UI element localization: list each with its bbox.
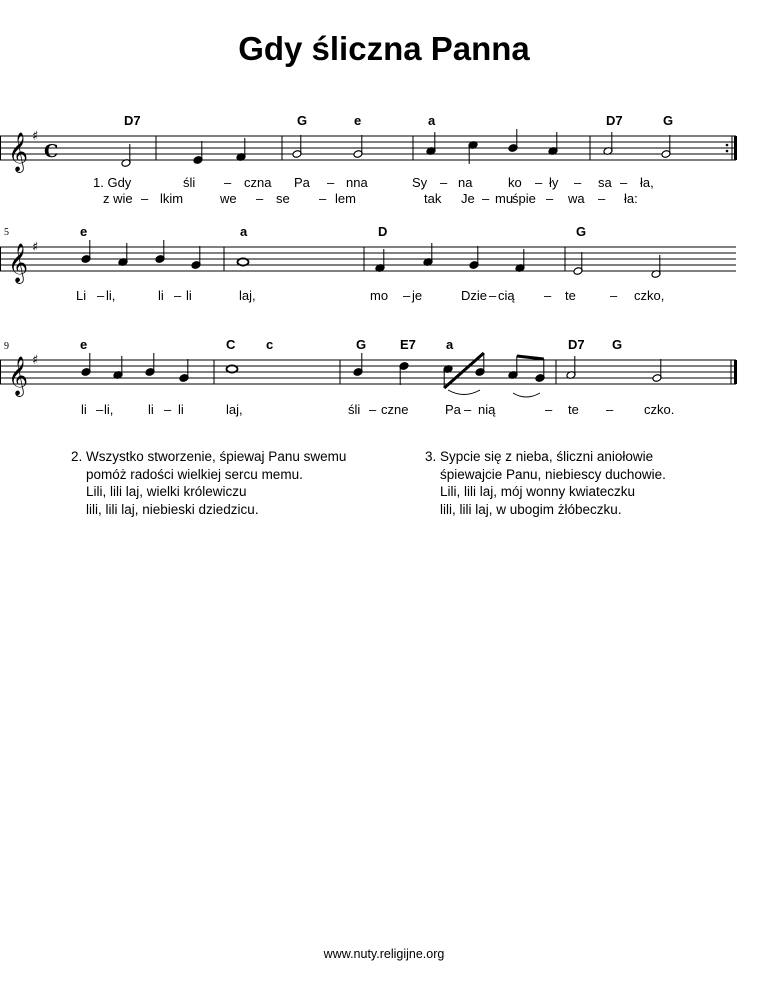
lyric-syllable: tak [424,191,442,206]
verse-2-line-2: pomóż radości wielkiej sercu memu. [86,466,303,482]
time-signature: C [44,141,59,162]
lyric-syllable: śpie [512,191,536,206]
lyric-syllable: – [574,175,582,190]
lyric-syllable: – [610,288,618,303]
lyric-syllable: ła: [624,191,638,206]
lyric-syllable: czko, [634,288,665,303]
tie [448,390,480,395]
lyric-syllable: – [174,288,182,303]
chord-symbol: G [576,224,587,239]
repeat-dot [726,150,729,153]
lyric-syllable: – [403,288,411,303]
verse-3-line-2: śpiewajcie Panu, niebiescy duchowie. [440,466,666,482]
lyric-syllable: lem [335,191,356,206]
chord-symbol: D7 [568,337,585,352]
lyric-syllable: Dzie [461,288,488,303]
lyric-syllable: – [224,175,232,190]
lyric-syllable: mo [370,288,389,303]
lyric-syllable: li, [104,402,114,417]
key-signature-sharp: ♯ [32,129,39,144]
chord-symbol: a [446,337,454,352]
lyric-syllable: li, [106,288,116,303]
lyric-syllable: – [546,191,554,206]
chord-symbol: E7 [400,337,416,352]
lyric-syllable: – [606,402,614,417]
final-barline [734,136,737,160]
lyric-syllable: Pa [445,402,461,417]
lyric-syllable: śli [348,402,361,417]
song-title: Gdy śliczna Panna [238,30,530,67]
chord-symbol: G [356,337,367,352]
notes [81,129,671,397]
lyric-syllable: – [141,191,149,206]
lyric-syllable: Sy [412,175,428,190]
lyric-syllable: wa [568,191,585,206]
lyric-syllable: – [256,191,264,206]
lyric-syllable: Li [76,288,87,303]
lyric-syllable: z wie [103,191,133,206]
key-signature-sharp: ♯ [32,240,39,255]
chord-symbol: a [240,224,248,239]
verse-3 [425,448,666,518]
chord-symbol: D7 [124,113,141,128]
lyric-syllable: – [369,402,377,417]
lyric-syllable: we [220,191,237,206]
chord-symbol: D7 [606,113,623,128]
lyric-syllable: – [620,175,628,190]
lyric-syllable: li [186,288,192,303]
note-beam [517,356,544,359]
lyric-syllable: cią [498,288,515,303]
measure-number: 5 [4,227,9,238]
lyric-syllable: – [598,191,606,206]
lyric-syllable: ła, [640,175,654,190]
verse-2-line-4: lili, lili laj, niebieski dziedzicu. [86,501,259,517]
chord-symbol: e [354,113,362,128]
lyric-syllable: – [545,402,553,417]
treble-clef: 𝄞 [8,356,29,396]
treble-clef: 𝄞 [8,243,29,283]
lyric-syllable: nią [478,402,496,417]
lyric-syllable: Je [461,191,475,206]
verse-3-line-1: 3. Sypcie się z nieba, śliczni aniołowie [425,449,654,464]
repeat-dot [726,144,729,147]
lyric-syllable: – [464,402,472,417]
key-signature-sharp: ♯ [32,353,39,368]
chord-symbol: G [663,113,674,128]
verse-2 [71,448,346,518]
lyric-syllable: na [458,175,473,190]
lyric-syllable: – [96,402,104,417]
staves [0,136,737,384]
footer-url: www.nuty.religijne.org [323,947,445,961]
lyric-syllable: se [276,191,290,206]
lyric-syllable: 1. Gdy [93,175,132,190]
lyric-syllable: czna [244,175,272,190]
tie [513,393,540,397]
chord-symbol: G [297,113,308,128]
lyric-syllable: mu [495,191,514,206]
treble-clef: 𝄞 [8,132,29,172]
chord-symbol: D [378,224,388,239]
lyric-syllable: – [327,175,335,190]
lyric-syllable: – [97,288,105,303]
verse-2-line-3: Lili, lili laj, wielki królewiczu [86,484,247,499]
lyric-syllable: je [412,288,423,303]
lyric-syllable: – [440,175,448,190]
chord-symbol: c [266,337,274,352]
chord-symbol: e [80,337,88,352]
chord-symbol: e [80,224,88,239]
lyric-syllable: ły [549,175,559,190]
verse-3-line-4: lili, lili laj, w ubogim żłóbeczku. [440,501,622,517]
lyric-syllable: li [158,288,164,303]
final-barline [734,360,737,384]
lyric-syllable: – [164,402,172,417]
lyric-syllable: śli [183,175,196,190]
chord-symbol: a [428,113,436,128]
lyric-syllable: – [482,191,490,206]
chord-symbol: C [226,337,236,352]
lyric-syllable: – [544,288,552,303]
lyric-syllable: sa [598,175,612,190]
lyric-syllable: – [319,191,327,206]
chord-symbol: G [612,337,623,352]
measure-number: 9 [4,341,9,352]
lyric-syllable: czne [381,402,409,417]
lyric-syllable: ko [508,175,522,190]
lyric-syllable: li [81,402,87,417]
lyric-syllable: – [489,288,497,303]
lyric-syllable: te [568,402,579,417]
lyric-syllable: laj, [226,402,243,417]
lyric-syllable: laj, [239,288,256,303]
lyric-syllable: te [565,288,576,303]
lyric-syllable: – [535,175,543,190]
lyric-syllable: czko. [644,402,675,417]
lyric-syllable: li [178,402,184,417]
verse-3-line-3: Lili, lili laj, mój wonny kwiateczku [440,484,636,499]
lyric-syllable: nna [346,175,368,190]
lyric-syllable: lkim [160,191,184,206]
lyric-syllable: Pa [294,175,310,190]
lyric-syllable: li [148,402,154,417]
verse-2-line-1: 2. Wszystko stworzenie, śpiewaj Panu swemu [71,449,347,464]
